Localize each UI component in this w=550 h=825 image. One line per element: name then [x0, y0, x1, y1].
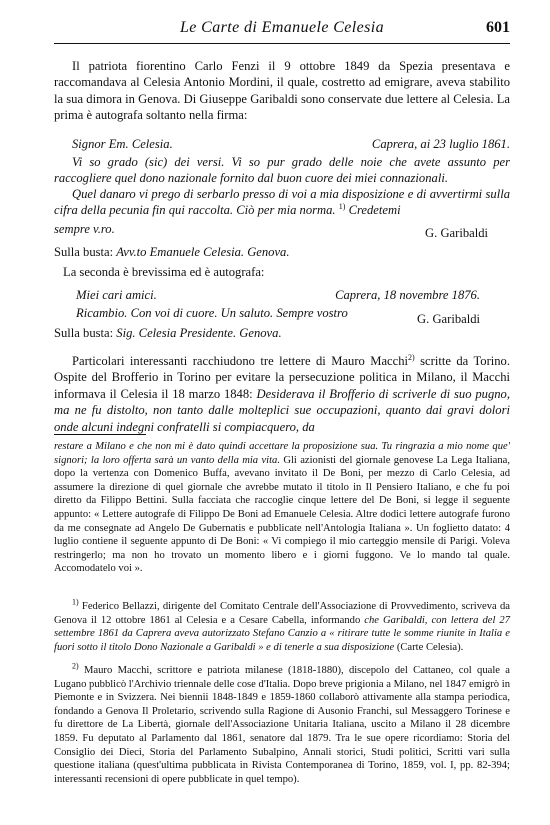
macchi-text-a: Particolari interessanti racchiudono tre lettere di Mauro Macchi	[72, 354, 409, 368]
letter2-envelope	[54, 325, 510, 341]
macchi-paragraph	[54, 353, 510, 435]
letter2-signature: G. Garibaldi	[417, 312, 480, 326]
letter1-body-2-block	[54, 186, 510, 219]
continuation-quote: restare a Milano e che non mi è dato quindi accettare la proposizione sua. Tu ringrazia a mio nome que' signori; la loro offerta sarà un vanto della mia vita.	[54, 441, 510, 466]
letter1-envelope-label: Sulla busta:	[54, 245, 114, 259]
footnote-1-source: (Carte Celesia).	[394, 641, 464, 653]
footnote-continuation	[54, 440, 510, 576]
footnote-1-quote: che Garibaldi, con lettera del 27 settembre 1861 da Caprera aveva autorizzato Stefano Canzio a « ritirare tutte le somme riunite in Italia e fuori sotto il titolo Dono Nazionale a Garibaldi » e di tenerle a sua disposizione	[54, 614, 510, 653]
letter1-closing-b: sempre v.ro.	[54, 222, 115, 236]
running-title: Le Carte di Emanuele Celesia	[179, 19, 385, 36]
second-letter-intro: La seconda è brevissima ed è autografa:	[63, 265, 265, 279]
footnote-ref-2: 2)	[408, 352, 415, 362]
letter2-envelope-text: Sig. Celesia Presidente. Genova.	[116, 326, 282, 340]
letter2-heading	[54, 287, 510, 303]
letter1-signature: G. Garibaldi	[425, 226, 488, 240]
footnote-separator	[54, 434, 146, 435]
footnote-1-marker: 1)	[72, 597, 79, 607]
letter1-envelope	[54, 244, 510, 260]
letter2-place-date: Caprera, 18 novembre 1876.	[335, 288, 480, 302]
letter1-salutation: Signor Em. Celesia.	[72, 137, 173, 151]
continuation-text: Gli azionisti del giornale genovese La Lega Italiana, dopo la vertenza con Domenico Buffa, avevano invitato il De Boni, per mezzo di Carlo Celesia, ad assumere la direzione di quel giornale che avrebbe mutato il titolo in Il Pensiero Italiano, e che fu poi diretto da Filippo Bettini. Sulla facciata che raccoglie cinque lettere del De Boni, si legge il seguente appunto: « Lettere autografe di Filippo De Boni ad Emanuele Celesia. Altre dodici lettere autografe furono da me consegnate ad Angelo De Gubernatis e pubblicate nell'Antologia Italiana ». Un foglietto datato: 4 luglio contiene il seguente appunto di De Boni: « Vi compiego il mio carteggio mensile di Parigi. Voleva restringerlo; ma non ho trovato un momento libero e i giorni fuggono. Ve lo mando tal quale. Accomodatelo voi ».	[54, 454, 510, 575]
macchi-quote: Desiderava il Brofferio di scriverle di suo pugno, ma ne fu distolto, non tanto dalle molteplici sue occupazioni, quanto dai gravi dolori onde alcuni indegni confratelli si compiacquero, da	[54, 386, 510, 434]
footnote-2-text: Mauro Macchi, scrittore e patriota milanese (1818-1880), discepolo del Cattaneo, col quale a Lugano pubblicò l'Archivio triennale delle cose d'Italia. Dopo breve prigionia a Milano, nel 1847 emigrò in Piemonte e in Svizzera. Nei biennii 1848-1849 e 1859-1860 collaborò attivamente alla stampa periodica, fondando a Genova Il Proletario, scrivendo sulla Ragione di Ausonio Franchi, sul Messaggero Torinese e fu direttore de La Libertà, giornale dell'Associazione Unitaria Italiana, uscito a Milano il 28 dicembre 1859. Fu deputato al Parlamento dal 1861, senatore dal 1879. Tra le sue opere ricordiamo: Storia del Consiglio dei Dieci, Storia del Parlamento Subalpino, Annali storici, Studi politici, Scritti vari sulla questione italiana (quest'ultima pubblicata in Rivista Contemporanea di Torino, 1859, vol. I, pp. 82-394; interessanti recensioni di opere pubblicate in quel tempo).	[54, 665, 510, 785]
footnote-2	[54, 661, 510, 786]
letter1-body-1: Vi so grado (sic) dei versi. Vi so pur grado delle noie che avete assunto per raccogliere quel dono nazionale fornito dal buon cuore dei miei connazionali.	[54, 155, 510, 186]
letter2-salutation: Miei cari amici.	[76, 288, 157, 302]
macchi-text-b: scritte da Torino. Ospite del Brofferio in Torino per evitare la persecuzione politica in Milano, il Macchi informava il Celesia il 18 marzo 1848:	[54, 354, 511, 401]
letter2-body: Ricambio. Con voi di cuore. Un saluto. Sempre vostro	[76, 306, 348, 320]
page-number: 601	[486, 19, 510, 36]
footnote-2-marker: 2)	[72, 661, 79, 671]
letter1-envelope-text: Avv.to Emanuele Celesia. Genova.	[116, 245, 290, 259]
intro-paragraph: Il patriota fiorentino Carlo Fenzi il 9 ottobre 1849 da Spezia presentava e raccomandava al Celesia Antonio Mordini, il quale, costretto ad emigrare, aveva stabilito la sua dimora in Genova. Di Giuseppe Garibaldi sono conservate due lettere al Celesia. La prima è autografa soltanto nella firma:	[54, 59, 510, 123]
letter1-closing-a: Credetemi	[348, 203, 401, 218]
letter1-body-2: Quel danaro vi prego di serbarlo presso di voi a mia disposizione e di avvertirmi sulla cifra della pecunia fin qui raccolta. Ciò per mia norma.	[54, 187, 510, 218]
footnote-ref-1: 1)	[338, 202, 346, 212]
footnote-1	[54, 597, 510, 654]
letter1-heading	[54, 136, 510, 152]
letter1-place-date: Caprera, ai 23 luglio 1861.	[371, 137, 510, 151]
letter1-closing-row	[54, 221, 510, 240]
letter2-body-row	[54, 305, 510, 326]
footnote-1-text: Federico Bellazzi, dirigente del Comitato Centrale dell'Associazione di Provvedimento, scriveva da Genova il 12 ottobre 1861 al Celesia e a Cesare Cabella, informando	[54, 601, 510, 626]
running-header	[54, 19, 510, 44]
letter2-envelope-label: Sulla busta:	[54, 326, 114, 340]
